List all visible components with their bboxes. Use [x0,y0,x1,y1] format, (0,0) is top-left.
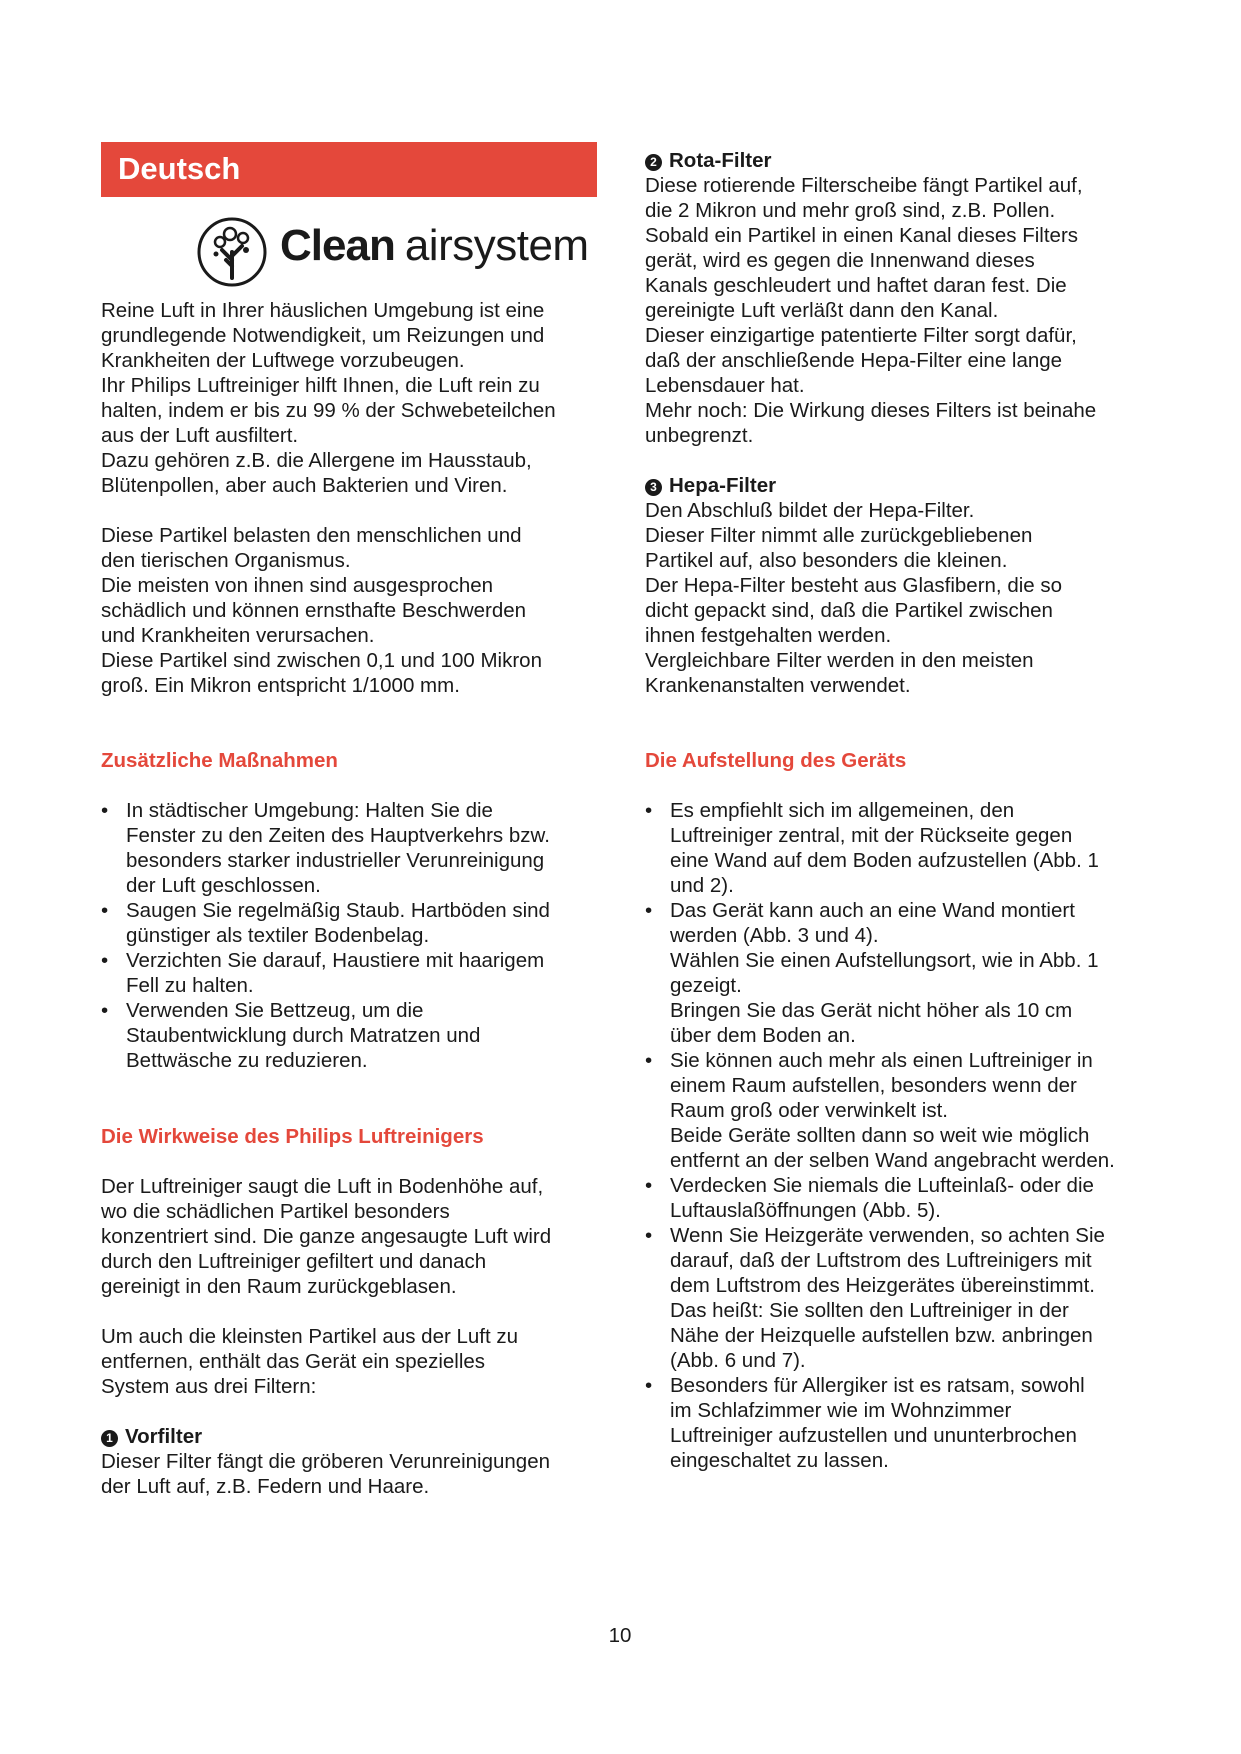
function-paragraph-1: Der Luftreiniger saugt die Luft in Bodenhöhe auf, wo die schädlichen Partikel besonders konzentriert sind. Die ganze angesaugte Luft wird durch den Luftreiniger gefiltert und danach gereinigt in den Raum zurückgeblasen. [101,1175,552,1298]
list-item: • Sie können auch mehr als einen Luftreiniger in einem Raum aufstellen, besonders wenn der Raum groß oder verwinkelt ist. Beide Geräte sollten dann so weit wie möglich entfernt an der selben Wand angebracht werden. [645,1048,1160,1173]
list-item: • Verzichten Sie darauf, Haustiere mit haarigem Fell zu halten. [101,948,601,998]
filter-3-title [645,473,1155,498]
list-item: • Verdecken Sie niemals die Lufteinlaß- oder die Luftauslaßöffnungen (Abb. 5). [645,1173,1160,1223]
filter-2-number: 2 [645,154,662,171]
list-item: • Saugen Sie regelmäßig Staub. Hartböden sind günstiger als textiler Bodenbelag. [101,898,601,948]
filter-2-title-text: Rota-Filter [669,149,772,172]
filter-2-title [645,148,1155,173]
list-item: • Es empfiehlt sich im allgemeinen, den Luftreiniger zentral, mit der Rückseite gegen eine Wand auf dem Boden aufzustellen (Abb. 1 und 2). [645,798,1160,898]
filter-3-section [645,473,1155,698]
page-number: 10 [608,1624,632,1647]
language-header-bar [101,142,597,197]
list-item: • Das Gerät kann auch an eine Wand montiert werden (Abb. 3 und 4). Wählen Sie einen Aufstellungsort, wie in Abb. 1 gezeigt. Bringen Sie das Gerät nicht höher als 10 cm über dem Boden an. [645,898,1160,1048]
measures-heading: Zusätzliche Maßnahmen [101,749,338,772]
filter-1-title-text: Vorfilter [125,1425,203,1448]
list-item: • Besonders für Allergiker ist es ratsam, sowohl im Schlafzimmer wie im Wohnzimmer Luftreiniger aufzustellen und ununterbrochen eingeschaltet zu lassen. [645,1373,1160,1473]
filter-3-number: 3 [645,479,662,496]
filter-3-text: Den Abschluß bildet der Hepa-Filter. Dieser Filter nimmt alle zurückgebliebenen Partikel auf, also besonders die kleinen. Der Hepa-Filter besteht aus Glasfibern, die so dicht gepackt sind, daß die Partikel zwischen ihnen festgehalten werden. Vergleichbare Filter werden in den meisten Krankenanstalten verwendet. [645,499,1063,697]
logo-brand-light: airsystem [404,221,589,270]
placement-heading: Die Aufstellung des Geräts [645,749,907,772]
list-item: • Verwenden Sie Bettzeug, um die Staubentwicklung durch Matratzen und Bettwäsche zu reduzieren. [101,998,601,1073]
function-heading: Die Wirkweise des Philips Luftreinigers [101,1125,484,1148]
filter-1-title [101,1424,601,1449]
filter-1-section [101,1424,601,1499]
list-item: • In städtischer Umgebung: Halten Sie die Fenster zu den Zeiten des Hauptverkehrs bzw. besonders starker industrieller Verunreinigung der Luft geschlossen. [101,798,601,898]
list-item: • Wenn Sie Heizgeräte verwenden, so achten Sie darauf, daß der Luftstrom des Luftreinigers mit dem Luftstrom des Heizgerätes übereinstimmt. Das heißt: Sie sollten den Luftreiniger in der Nähe der Heizquelle aufstellen bzw. anbringen (Abb. 6 und 7). [645,1223,1160,1373]
filter-2-section [645,148,1155,448]
intro-paragraph-1: Reine Luft in Ihrer häuslichen Umgebung ist eine grundlegende Notwendigkeit, um Reizungen und Krankheiten der Luftwege vorzubeugen. Ihr Philips Luftreiniger hilft Ihnen, die Luft rein zu halten, indem er bis zu 99 % der Schwebeteilchen aus der Luft ausfiltert. Dazu gehören z.B. die Allergene im Hausstaub, Blütenpollen, aber auch Bakterien und Viren. [101,299,556,497]
measures-list [101,798,601,1073]
clean-airsystem-logo [196,212,596,292]
intro-paragraph-2: Diese Partikel belasten den menschlichen und den tierischen Organismus. Die meisten von ihnen sind ausgesprochen schädlich und können ernsthafte Beschwerden und Krankheiten verursachen. Diese Partikel sind zwischen 0,1 und 100 Mikron groß. Ein Mikron entspricht 1/1000 mm. [101,524,542,697]
filter-1-text: Dieser Filter fängt die gröberen Verunreinigungen der Luft auf, z.B. Federn und Haare. [101,1450,550,1498]
filter-3-title-text: Hepa-Filter [669,474,777,497]
function-paragraph-2: Um auch die kleinsten Partikel aus der Luft zu entfernen, enthält das Gerät ein spezielles System aus drei Filtern: [101,1325,519,1398]
logo-brand-bold: Clean [280,221,395,270]
language-title: Deutsch [118,151,241,186]
filter-1-number: 1 [101,1430,118,1447]
placement-list [645,798,1160,1473]
filter-2-text: Diese rotierende Filterscheibe fängt Partikel auf, die 2 Mikron und mehr groß sind, z.B. Pollen. Sobald ein Partikel in einen Kanal dieses Filters gerät, wird es gegen die Innenwand dieses Kanals geschleudert und haftet daran fest. Die gereinigte Luft verläßt dann den Kanal. Dieser einzigartige patentierte Filter sorgt dafür, daß der anschließende Hepa-Filter eine lange Lebensdauer hat. Mehr noch: Die Wirkung dieses Filters ist beinahe unbegrenzt. [645,174,1097,447]
tree-icon [196,216,268,288]
